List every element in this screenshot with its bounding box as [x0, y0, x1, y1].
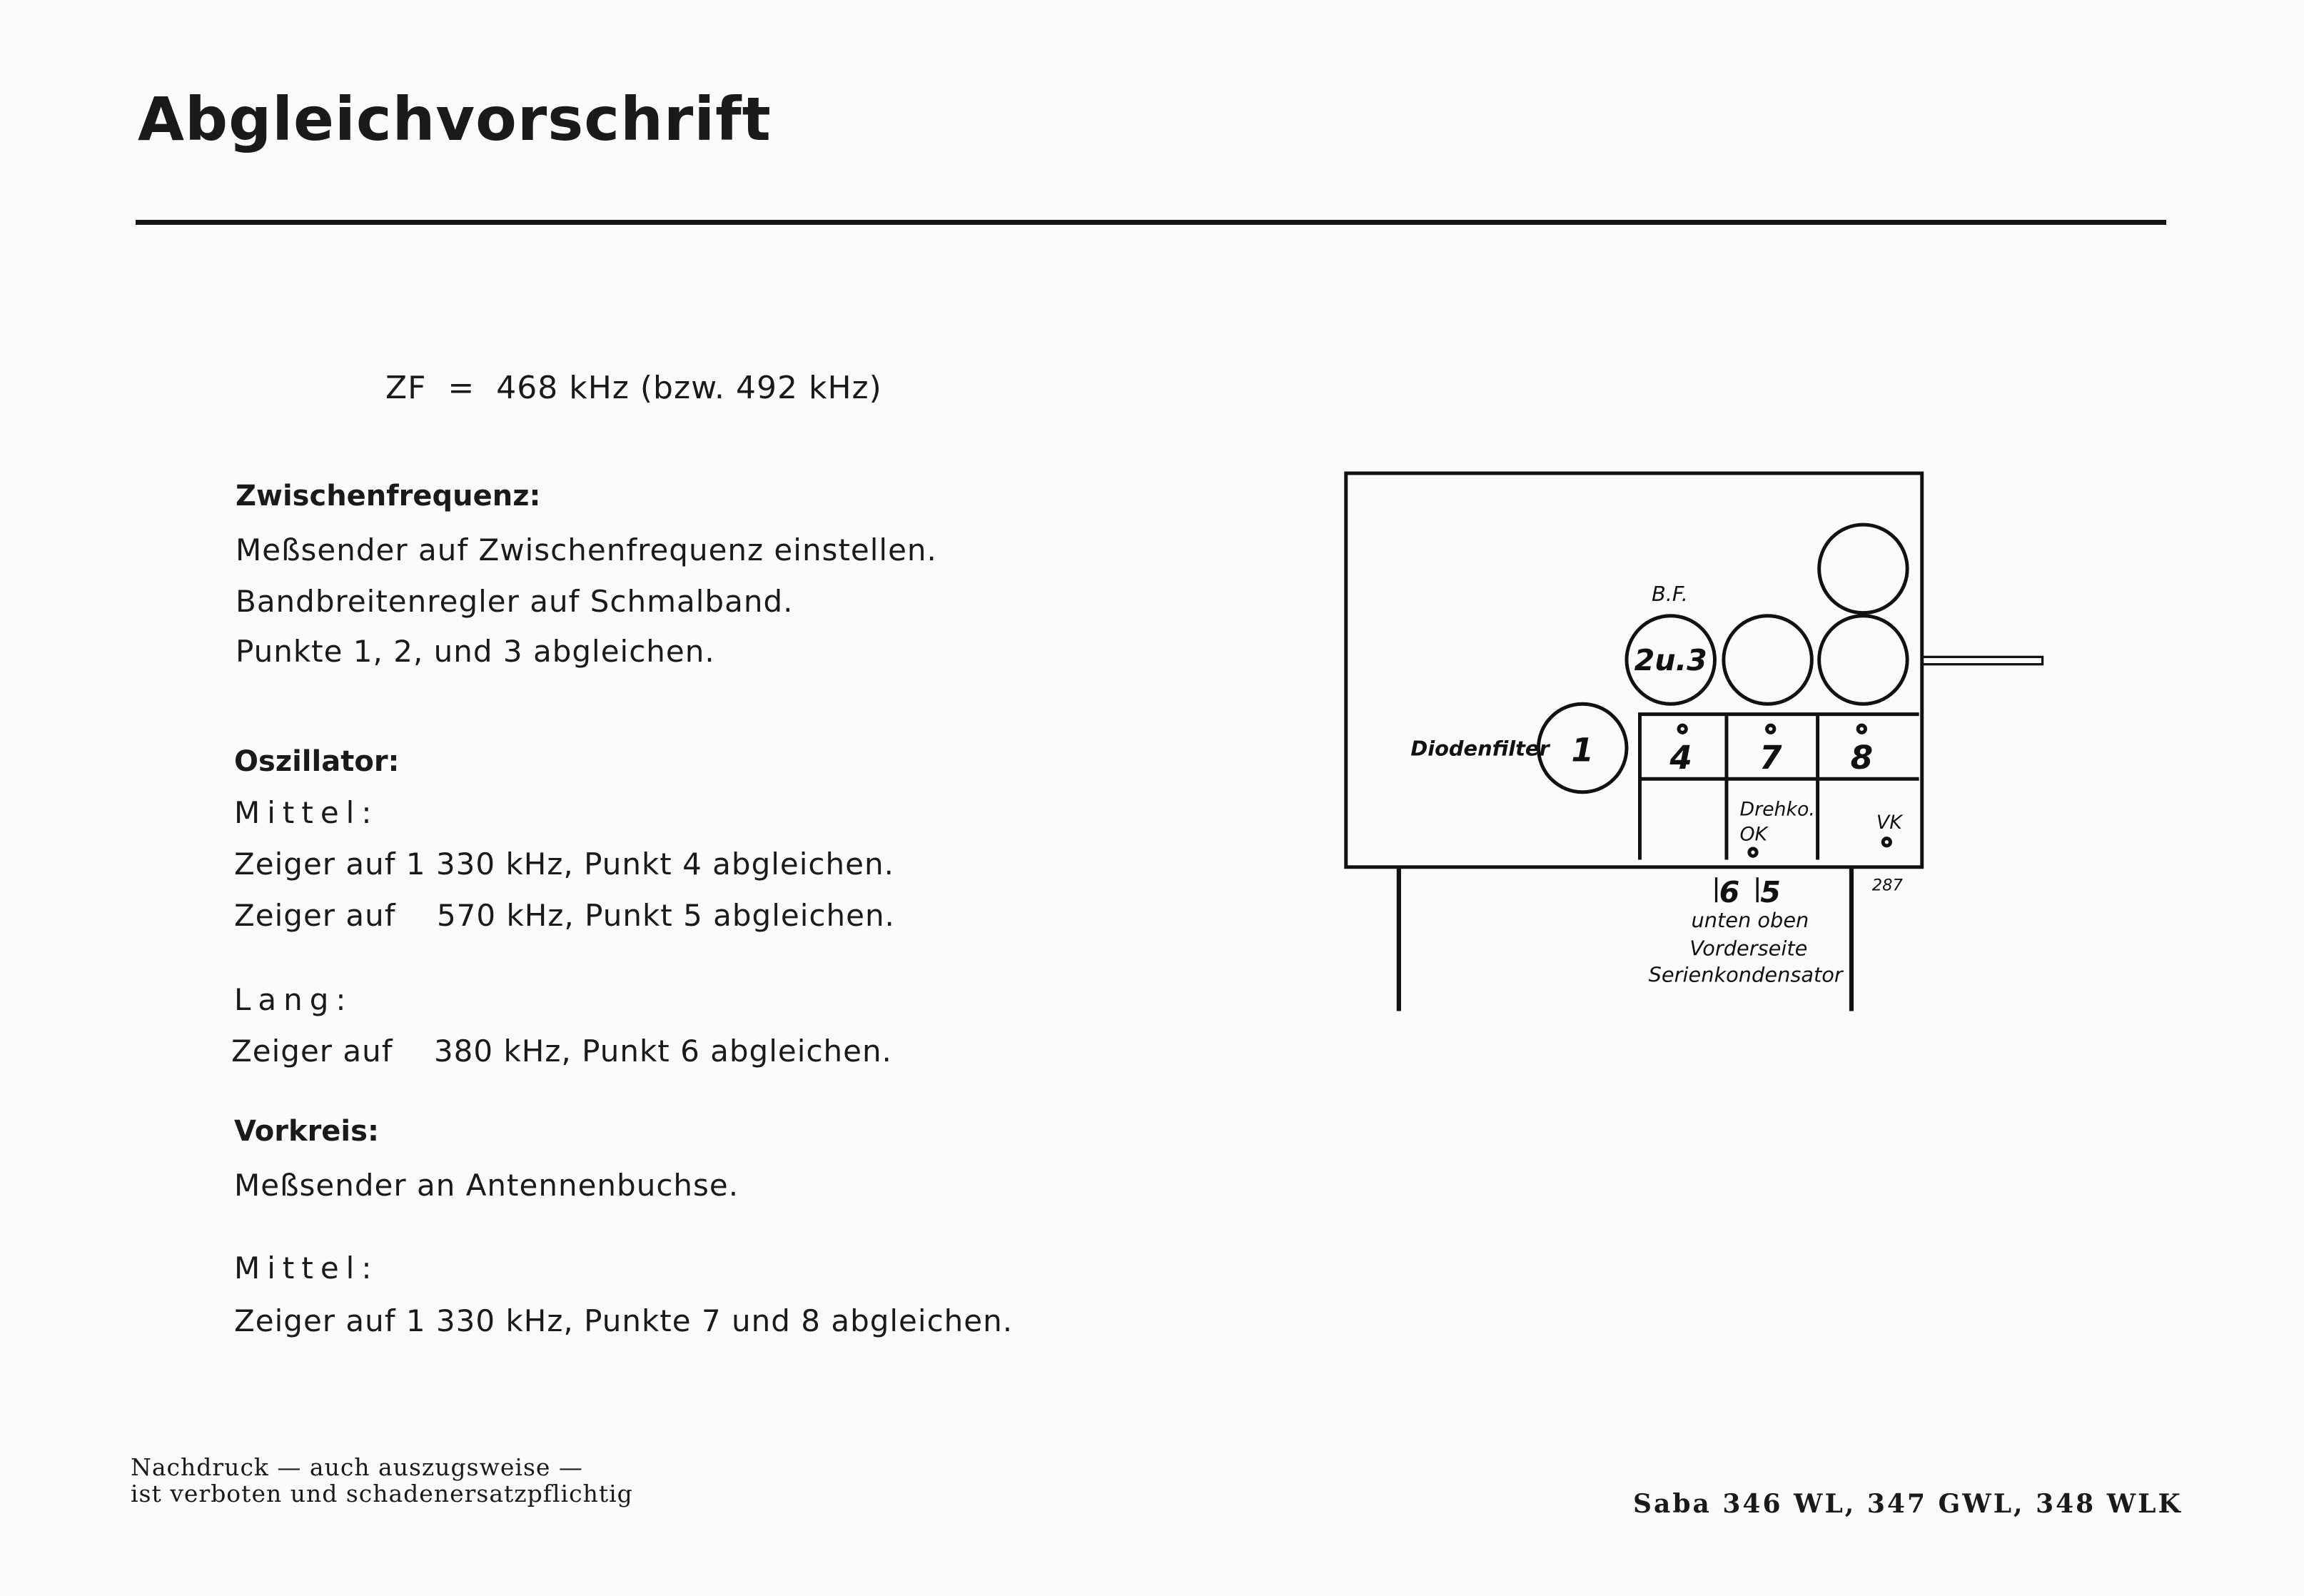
drehko-label: Drehko. — [1739, 798, 1815, 821]
point-4-label: 4 — [1669, 738, 1692, 777]
tube-circle — [1819, 616, 1908, 704]
text-line: Meßsender an Antennenbuchse. — [234, 1168, 739, 1203]
point-5-label: 5 — [1760, 875, 1781, 910]
diodenfilter-label: Diodenfilter — [1410, 736, 1550, 761]
text-line: Zeiger auf 380 kHz, Punkt 6 abgleichen. — [231, 1034, 892, 1069]
heading-zwischenfrequenz: Zwischenfrequenz: — [236, 480, 541, 512]
caption-line: unten oben — [1691, 908, 1809, 933]
ok-label: OK — [1739, 823, 1768, 846]
heading-oszillator: Oszillator: — [234, 745, 400, 778]
zf-line: ZF = 468 kHz (bzw. 492 kHz) — [385, 370, 882, 406]
page-title: Abgleichvorschrift — [138, 84, 772, 154]
text-line: Bandbreitenregler auf Schmalband. — [236, 584, 794, 619]
trimmer-dot — [1767, 725, 1774, 732]
point-8-label: 8 — [1850, 738, 1874, 777]
trimmer-dot — [1749, 849, 1757, 856]
tube-circle — [1819, 525, 1908, 613]
subheading-lang: Lang: — [234, 982, 353, 1017]
subheading-mittel: Mittel: — [234, 1251, 379, 1286]
trimmer-dot — [1679, 725, 1686, 732]
point-6-label: 6 — [1719, 875, 1740, 910]
point-7-label: 7 — [1759, 738, 1782, 777]
model-designation: Saba 346 WL, 347 GWL, 348 WLK — [1633, 1489, 2183, 1519]
vk-label: VK — [1876, 812, 1902, 834]
trimmer-dot — [1883, 839, 1890, 846]
coil-grid — [1639, 714, 1919, 860]
trimmer-dot — [1858, 725, 1865, 732]
caption-line: Vorderseite — [1689, 936, 1808, 961]
text-line: Zeiger auf 1 330 kHz, Punkte 7 und 8 abgleichen. — [234, 1303, 1014, 1338]
text-line: Punkte 1, 2, und 3 abgleichen. — [236, 634, 715, 669]
tube-label-2u3: 2u.3 — [1634, 642, 1707, 677]
point-1-label: 1 — [1571, 731, 1594, 769]
bf-label: B.F. — [1651, 582, 1688, 607]
text-line: Zeiger auf 1 330 kHz, Punkt 4 abgleichen. — [234, 847, 894, 882]
heading-vorkreis: Vorkreis: — [234, 1115, 379, 1148]
copyright-notice-line: ist verboten und schadenersatzpflichtig — [131, 1480, 633, 1507]
copyright-notice-line: Nachdruck — auch auszugsweise — — [131, 1453, 583, 1481]
figure-number: 287 — [1871, 876, 1903, 895]
tube-circle — [1724, 616, 1812, 704]
text-line: Meßsender auf Zwischenfrequenz einstellen. — [236, 532, 937, 567]
subheading-mittel: Mittel: — [234, 795, 379, 830]
caption-line: Serienkondensator — [1648, 962, 1843, 987]
chassis-shaft — [1922, 657, 2043, 664]
text-line: Zeiger auf 570 kHz, Punkt 5 abgleichen. — [234, 898, 895, 933]
